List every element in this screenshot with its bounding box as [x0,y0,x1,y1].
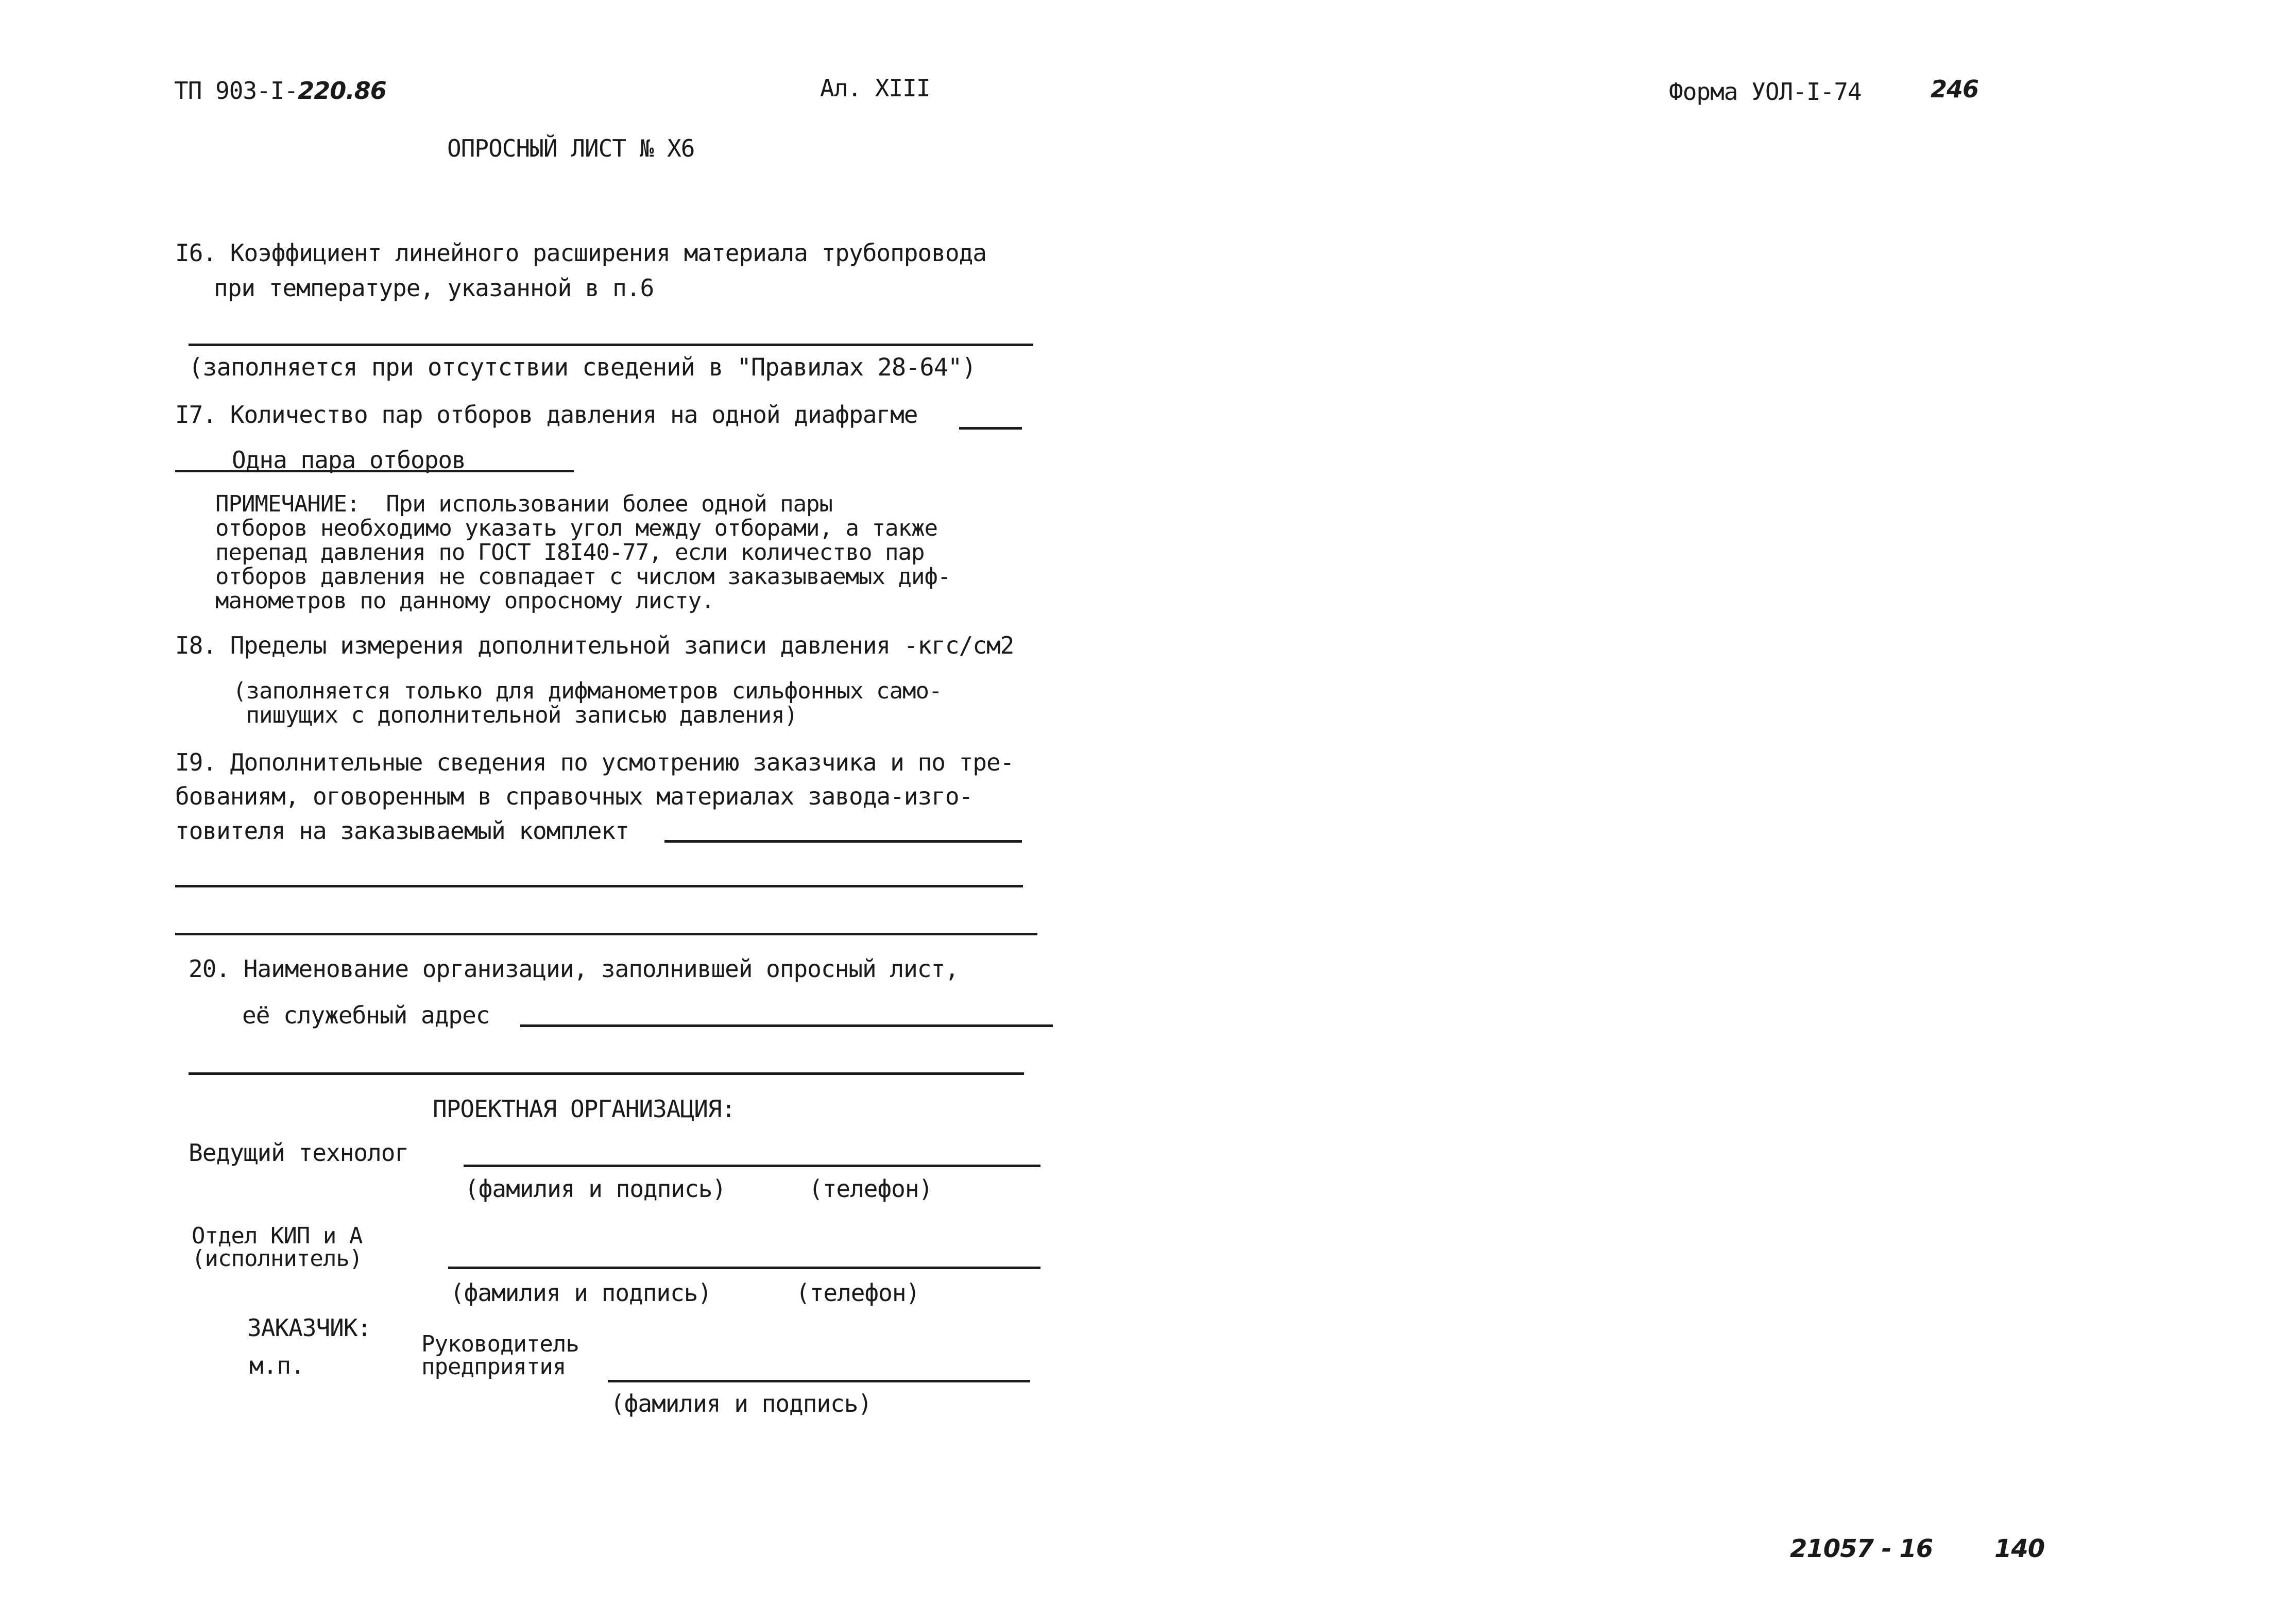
document-code-handwritten: 220.86 [298,77,386,105]
page-number-handwritten: 246 [1931,75,1979,103]
item-19-answer-line-2 [175,885,1023,887]
stamp-place-label: м.п. [249,1352,304,1379]
item-19-line-2: бованиям, оговоренным в справочных материалах завода-изго- [175,782,973,810]
document-code-typed: ТП 903-I- [174,77,298,105]
item-20-answer-line-1 [520,1024,1053,1027]
lead-technologist-signature-line [464,1165,1040,1167]
lead-technologist-label: Ведущий технолог [189,1139,409,1167]
form-code: Форма УОЛ-I-74 [1669,78,1862,106]
customer-heading: ЗАКАЗЧИК: [247,1314,371,1342]
enterprise-head-signature-line [608,1380,1030,1382]
kip-department-label: Отдел КИП и А (исполнитель) [192,1223,363,1272]
item-16-line-2: при температуре, указанной в п.6 [214,274,654,302]
album-number: Ал. XIII [820,74,930,102]
item-16-line-1: I6. Коэффициент линейного расширения материала трубопровода [175,239,986,267]
item-17-answer-line [959,427,1022,430]
item-20-line-1: 20. Наименование организации, заполнившей опросный лист, [189,955,959,983]
enterprise-head-name-caption: (фамилия и подпись) [610,1390,872,1417]
kip-department-name-caption: (фамилия и подпись) [450,1279,712,1307]
design-organization-heading: ПРОЕКТНАЯ ОРГАНИЗАЦИЯ: [433,1095,736,1123]
item-16-note: (заполняется при отсутствии сведений в "Правилах 28-64") [189,353,976,382]
lead-technologist-phone-caption: (телефон) [809,1175,933,1203]
lead-technologist-name-caption: (фамилия и подпись) [465,1175,726,1203]
page-title: ОПРОСНЫЙ ЛИСТ № Х6 [447,134,695,162]
item-19-line-1: I9. Дополнительные сведения по усмотрению заказчика и по тре- [175,748,1014,776]
enterprise-head-label: Руководитель предприятия [421,1331,579,1380]
kip-department-phone-caption: (телефон) [796,1279,920,1307]
item-19-answer-line-1 [664,840,1022,843]
item-18-line-1: I8. Пределы измерения дополнительной записи давления -кгс/см2 [175,631,1014,659]
item-16-answer-line [189,344,1033,346]
item-18-note: (заполняется только для дифманометров сильфонных само- пишущих с дополнительной записью давления) [233,678,942,728]
item-17-answer: Одна пара отборов [232,446,466,474]
footer-code-handwritten: 21057 - 16 [1790,1534,1933,1563]
footer-page-handwritten: 140 [1994,1534,2045,1563]
item-17-note: ПРИМЕЧАНИЕ: При использовании более одной пары отборов необходимо указать угол между отборами, а также перепад давления по ГОСТ I8I40-77, если количество пар отборов давления не совпадает с числом заказываемых диф- манометров по данному опросному листу. [215,491,951,614]
kip-department-signature-line [448,1267,1040,1269]
item-17-answer-underline [175,470,574,472]
item-20-line-2: её служебный адрес [242,1001,490,1029]
document-code [174,77,386,105]
item-19-answer-line-3 [175,933,1037,935]
item-17-line-1: I7. Количество пар отборов давления на одной диафрагме [175,401,918,429]
item-20-answer-line-2 [189,1072,1024,1075]
item-19-line-3: товителя на заказываемый комплект [175,817,629,845]
